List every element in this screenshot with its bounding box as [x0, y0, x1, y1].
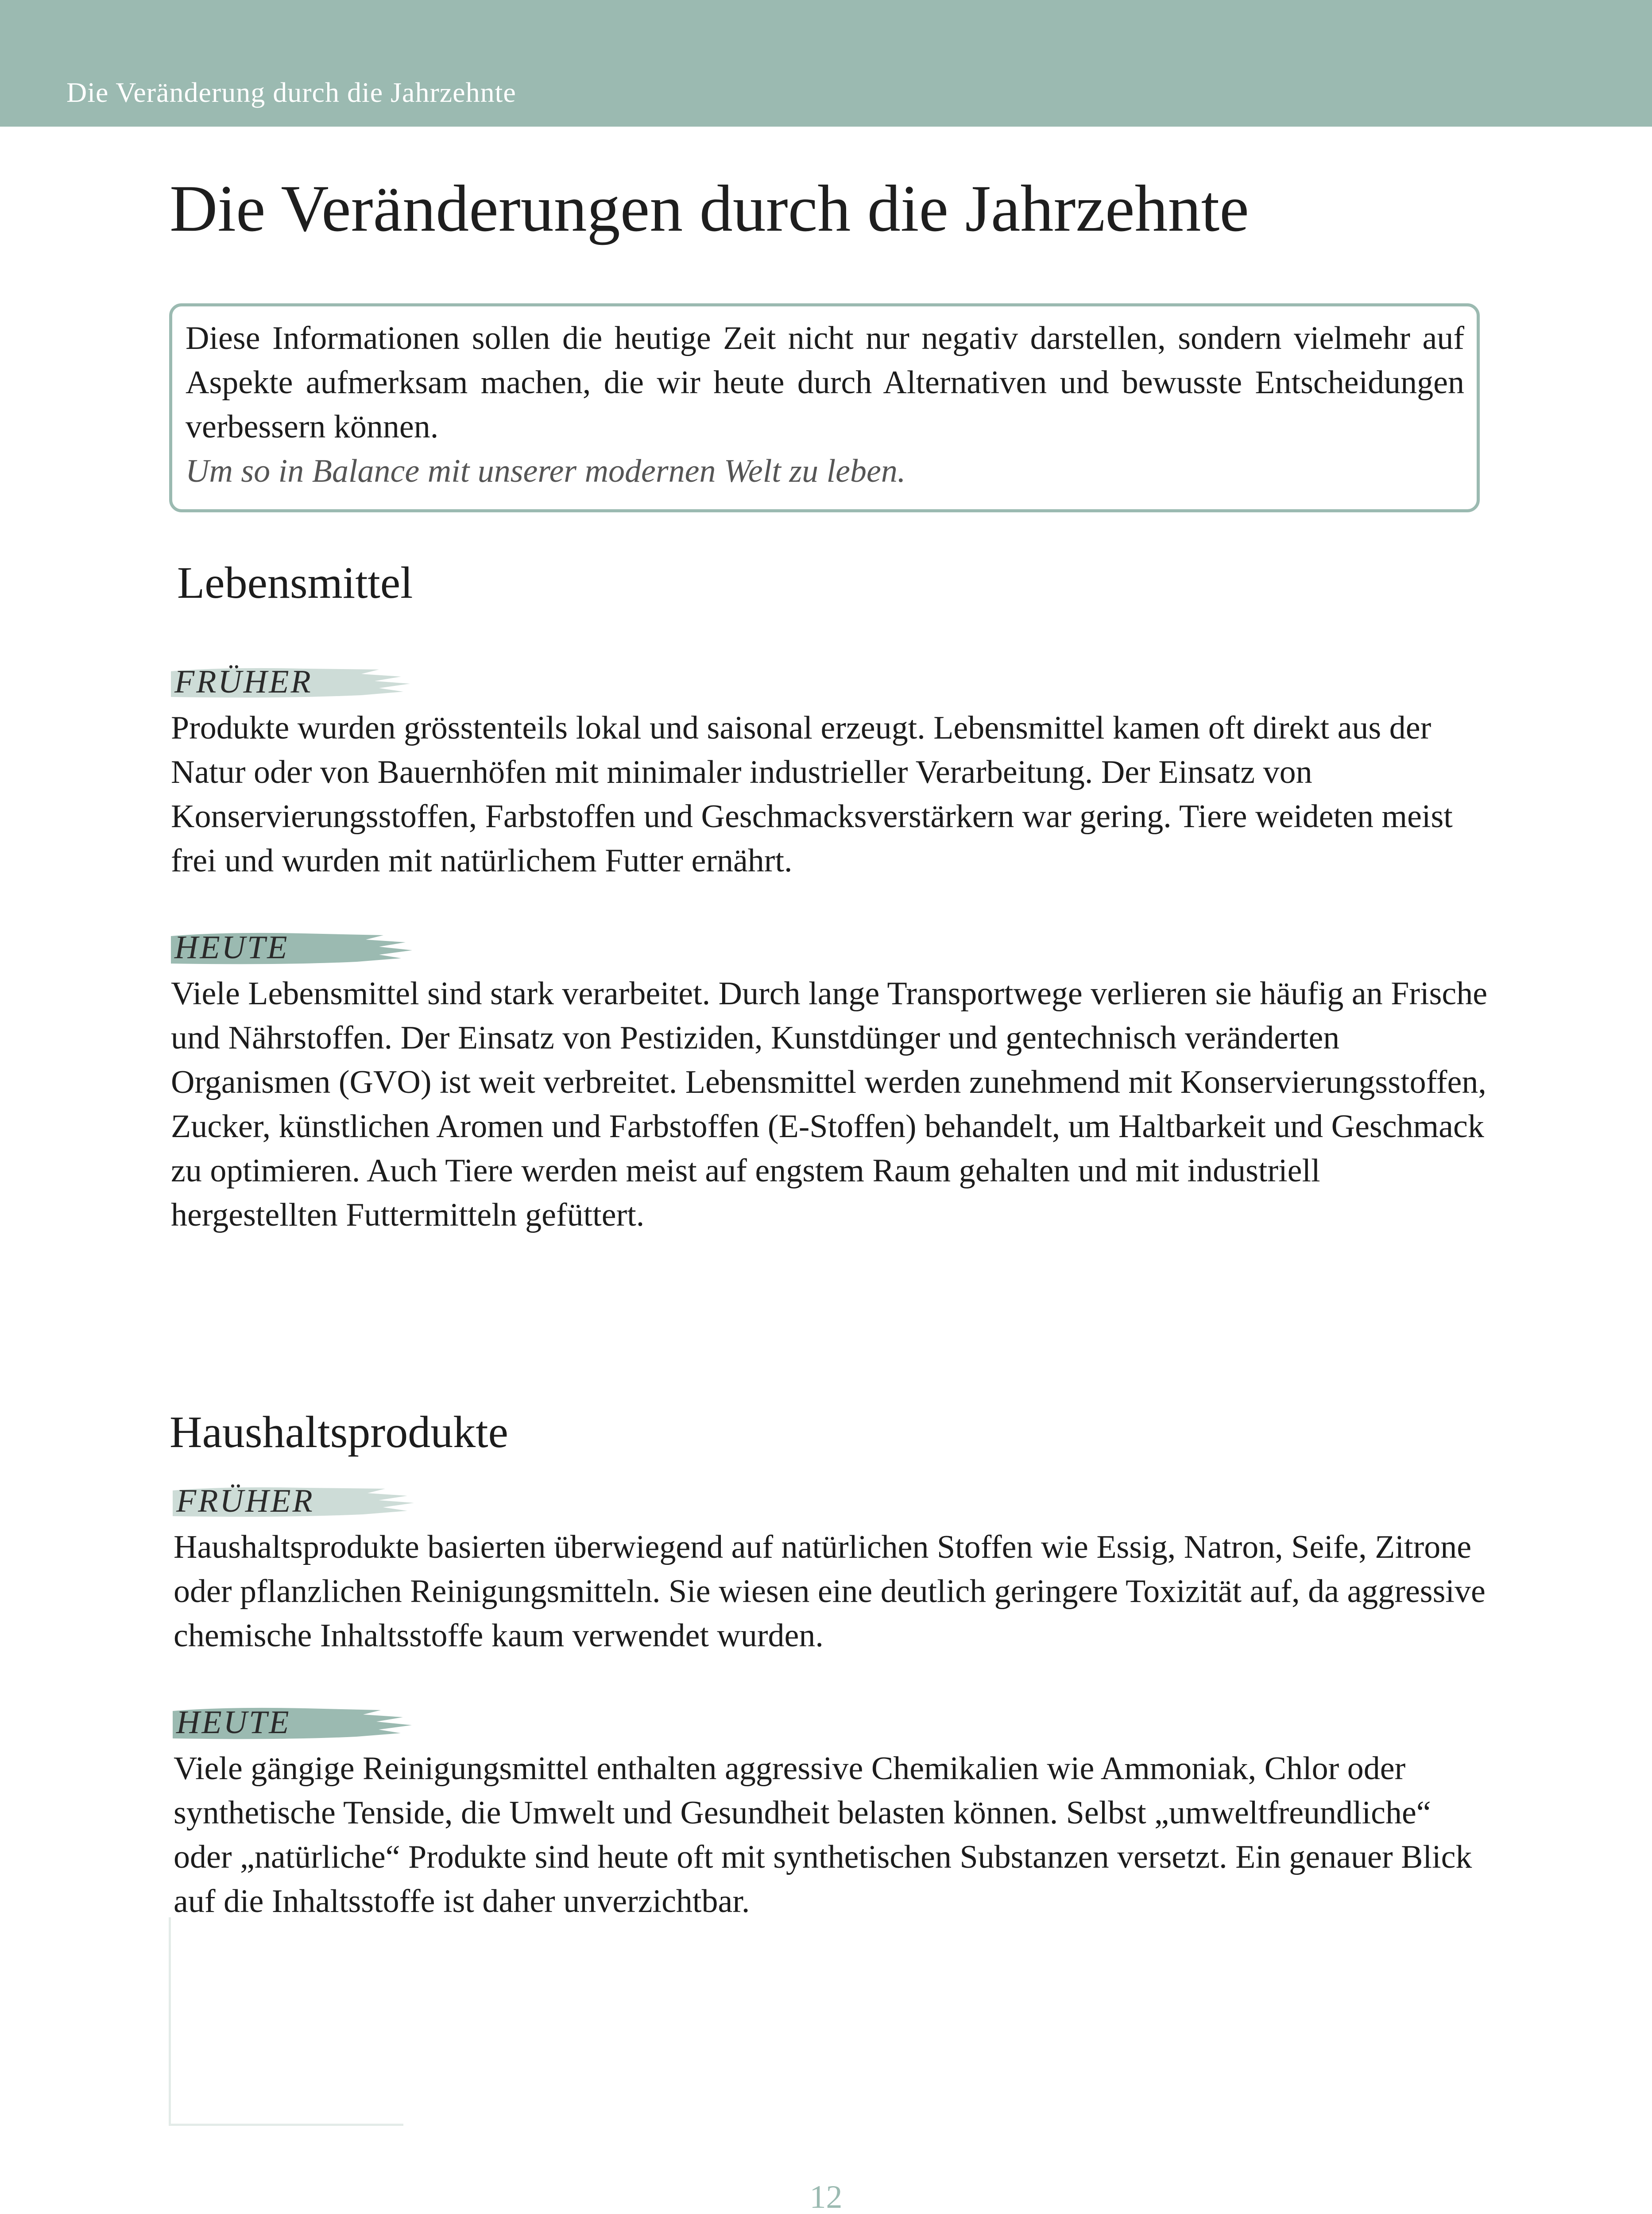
info-box — [169, 303, 1480, 512]
page-title: Die Veränderungen durch die Jahrzehnte — [170, 172, 1249, 245]
page-number: 12 — [809, 2179, 843, 2214]
tag-label: FRÜHER — [174, 664, 313, 700]
section-title-haushaltsprodukte: Haushaltsprodukte — [170, 1407, 508, 1457]
body-text-frueher-haushalt: Haushaltsprodukte basierten überwiegend auf natürlichen Stoffen wie Essig, Natron, Seife, Zitrone oder pflanzlichen Reinigungsmitteln. Sie wiesen eine deutlich geringere Toxizität auf, da aggressive chemische Inhaltsstoffe kaum verwendet wurden. — [174, 1529, 1486, 1654]
decorative-line-vertical — [169, 1917, 171, 2125]
tag-frueher-lebensmittel — [171, 662, 419, 705]
tag-heute-lebensmittel — [171, 927, 419, 971]
body-text-heute-haushalt: Viele gängige Reinigungsmittel enthalten aggressive Chemikalien wie Ammoniak, Chlor oder synthetische Tenside, die Umwelt und Gesundheit belasten können. Selbst „umweltfreundliche“ oder „natürliche“ Produkte sind heute oft mit synthetischen Substanzen versetzt. Ein genauer Blick auf die Inhaltsstoffe ist daher unverzichtbar. — [174, 1750, 1472, 1920]
info-box-quote: Um so in Balance mit unserer modernen Welt zu leben. — [186, 453, 906, 489]
tag-heute-haushalt — [173, 1702, 421, 1746]
tag-label: FRÜHER — [176, 1483, 314, 1519]
tag-label: HEUTE — [174, 929, 289, 966]
body-text-frueher-lebensmittel: Produkte wurden grösstenteils lokal und saisonal erzeugt. Lebensmittel kamen oft direkt aus der Natur oder von Bauernhöfen mit minimaler industrieller Verarbeitung. Der Einsatz von Konservierungsstoffen, Farbstoffen und Geschmacksverstärkern war gering. Tiere weideten meist frei und wurden mit natürlichem Futter ernährt. — [171, 710, 1453, 879]
decorative-line-horizontal — [169, 2124, 403, 2126]
running-title: Die Veränderung durch die Jahrzehnte — [66, 77, 516, 108]
body-text-heute-lebensmittel: Viele Lebensmittel sind stark verarbeitet. Durch lange Transportwege verlieren sie häufig an Frische und Nährstoffen. Der Einsatz von Pestiziden, Kunstdünger und gentechnisch veränderten Organismen (GVO) ist weit verbreitet. Lebensmittel werden zunehmend mit Konservierungsstoffen, Zucker, künstlichen Aromen und Farbstoffen (E-Stoffen) behandelt, um Haltbarkeit und Geschmack zu optimieren. Auch Tiere werden meist auf engstem Raum gehalten und mit industriell hergestellten Futtermitteln gefüttert. — [171, 975, 1488, 1233]
header-band — [0, 0, 1652, 127]
section-title-lebensmittel: Lebensmittel — [177, 558, 413, 608]
tag-frueher-haushalt — [173, 1481, 421, 1524]
info-box-text: Diese Informationen sollen die heutige Zeit nicht nur negativ darstellen, sondern vielmehr auf Aspekte aufmerksam machen, die wir heute durch Alternativen und bewusste Entscheidungen verbessern können. — [186, 320, 1464, 445]
tag-label: HEUTE — [176, 1704, 291, 1741]
